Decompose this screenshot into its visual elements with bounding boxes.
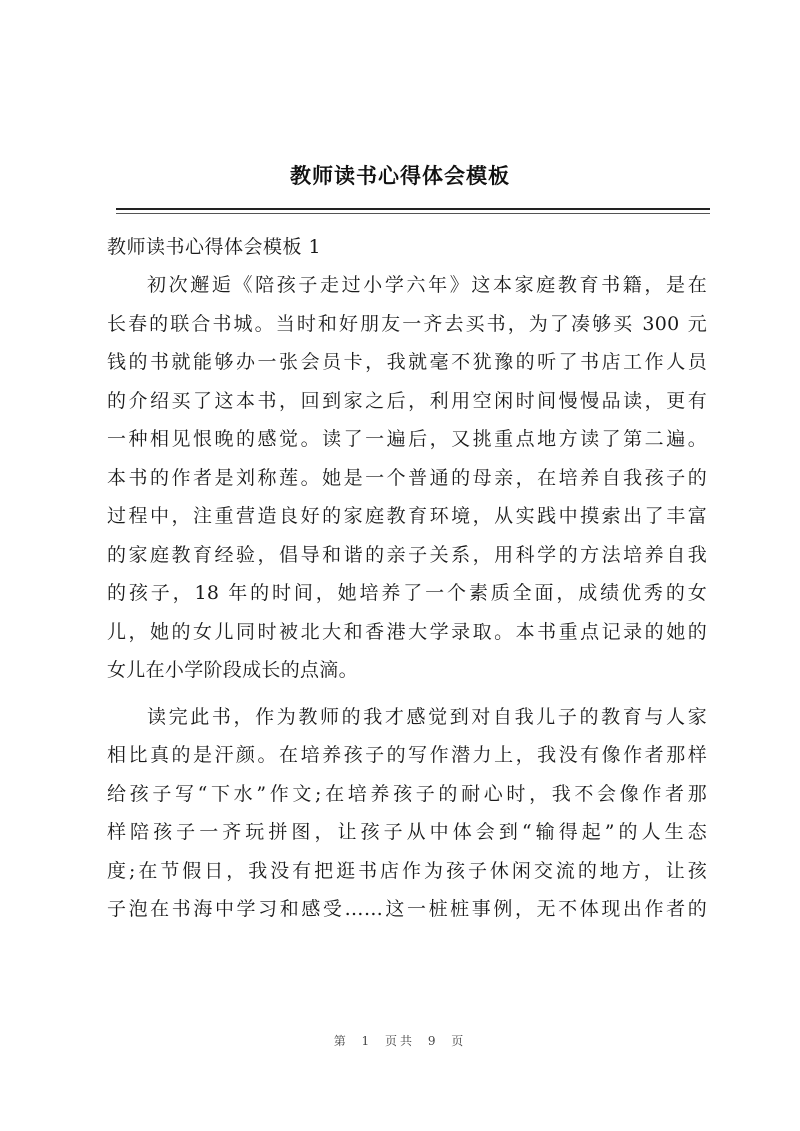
document-body	[107, 228, 707, 929]
title-rule	[116, 208, 710, 210]
paragraph-line: 的孩子，18 年的时间，她培养了一个素质全面，成绩优秀的女	[107, 582, 707, 604]
paragraph-line: 钱的书就能够办一张会员卡，我就毫不犹豫的听了书店工作人员	[107, 351, 707, 373]
title-rule-thin	[116, 213, 710, 214]
paragraph-line: 的家庭教育经验，倡导和谐的亲子关系，用科学的方法培养自我	[107, 543, 707, 566]
paragraph-line: 的介绍买了这本书，回到家之后，利用空闲时间慢慢品读，更有	[107, 389, 707, 412]
paragraph-line: 一种相见恨晚的感觉。读了一遍后，又挑重点地方读了第二遍。	[107, 428, 707, 450]
paragraph-line: 女儿在小学阶段成长的点滴。	[107, 659, 358, 681]
paragraph-line: 读完此书，作为教师的我才感觉到对自我儿子的教育与人家	[147, 705, 707, 728]
paragraph-line: 长春的联合书城。当时和好朋友一齐去买书，为了凑够买 300 元	[107, 312, 707, 335]
paragraph-line: 儿，她的女儿同时被北大和香港大学录取。本书重点记录的她的	[107, 620, 707, 643]
document-title: 教师读书心得体会模板	[290, 163, 510, 188]
paragraph-1	[107, 266, 707, 690]
paragraph-gap	[107, 690, 707, 698]
paragraph-line: 度;在节假日，我没有把逛书店作为孩子休闲交流的地方，让孩	[107, 859, 707, 882]
page-footer: 第 1 页共 9 页	[333, 1034, 467, 1048]
paragraph-line: 子泡在书海中学习和感受……这一桩桩事例，无不体现出作者的	[107, 898, 707, 920]
section-heading: 教师读书心得体会模板 1	[107, 236, 322, 258]
paragraph-line: 相比真的是汗颜。在培养孩子的写作潜力上，我没有像作者那样	[107, 744, 707, 766]
paragraph-line: 过程中，注重营造良好的家庭教育环境，从实践中摸索出了丰富	[107, 505, 707, 527]
paragraph-line: 样陪孩子一齐玩拼图，让孩子从中体会到“输得起”的人生态	[107, 821, 707, 843]
paragraph-line: 本书的作者是刘称莲。她是一个普通的母亲，在培养自我孩子的	[107, 466, 707, 489]
paragraph-2	[107, 698, 707, 929]
paragraph-line: 给孩子写“下水”作文;在培养孩子的耐心时，我不会像作者那	[107, 782, 707, 805]
paragraph-line: 初次邂逅《陪孩子走过小学六年》这本家庭教育书籍，是在	[147, 274, 707, 296]
